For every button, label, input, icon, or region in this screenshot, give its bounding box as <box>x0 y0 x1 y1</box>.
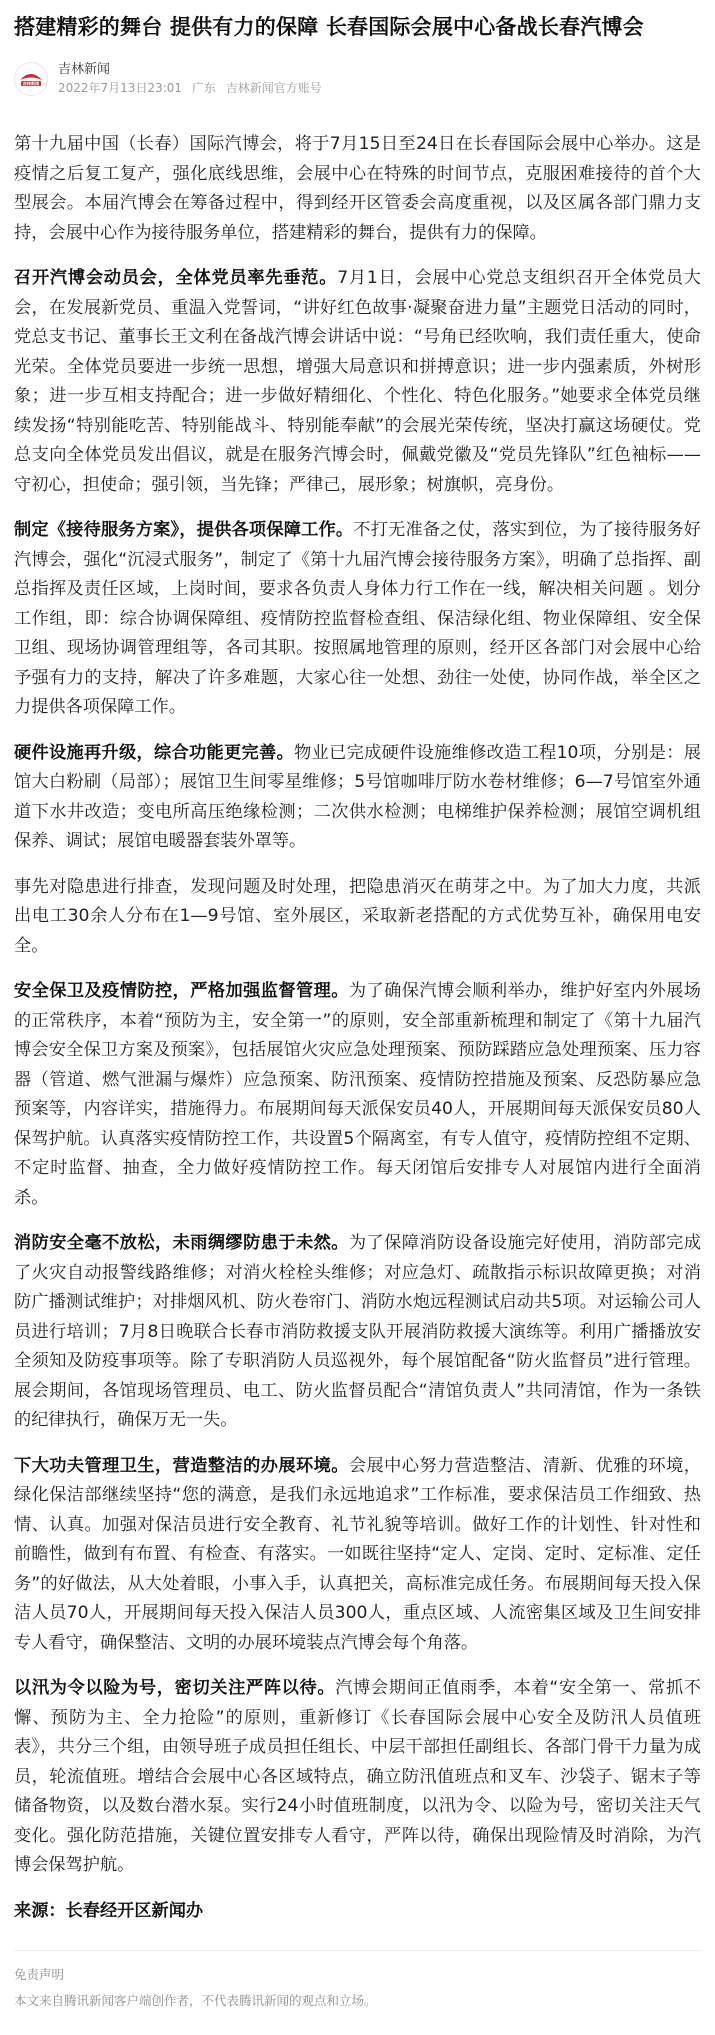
paragraph-2 <box>14 264 701 500</box>
paragraph-3 <box>14 516 701 723</box>
paragraph-lead: 召开汽博会动员会，全体党员率先垂范。 <box>14 268 338 288</box>
paragraph-text: 会展中心努力营造整洁、清新、优雅的环境，绿化保洁部继续坚持“您的满意，是我们永远地追求”工作标准，要求保洁员工作细致、热情、认真。加强对保洁员进行安全教育、礼节礼貌等培训。做好工作的计划性、针对性和前瞻性，做到有布置、有检查、有落实。一如既往坚持“定人、定岗、定时、定标准、定任务”的好做法，从大处着眼，小事入手，认真把关，高标准完成任务。布展期间每天投入保洁人员70人，开展期间每天投入保洁人员300人，重点区域、人流密集区域及卫生间安排专人看守，确保整洁、文明的办展环境装点汽博会每个角落。 <box>14 1455 701 1653</box>
avatar-logo-text: 吉林新闻 <box>22 81 40 86</box>
paragraph-1 <box>14 130 701 248</box>
paragraph-text: 汽博会期间正值雨季，本着“安全第一、常抓不懈、预防为主、全力抢险”的原则，重新修订《长春国际会展中心安全及防汛人员值班表》，共分三个组，由领导班子成员担任组长、中层干部担任副组长、各部门骨干力量为成员，轮流值班。增结合会展中心各区域特点，确立防汛值班点和叉车、沙袋子、锯末子等储备物资，以及数台潜水泵。实行24小时值班制度，以汛为令、以险为号，密切关注天气变化。强化防范措施，关键位置安排专人看守，严阵以待，确保出现险情及时消除，为汽博会保驾护航。 <box>14 1678 701 1875</box>
paragraph-lead: 硬件设施再升级，综合功能更完善。 <box>14 742 295 763</box>
article-source: 来源：长春经开区新闻办 <box>14 1900 204 1921</box>
publish-location: 广东 <box>191 81 216 95</box>
disclaimer-title: 免责声明 <box>14 1967 65 1982</box>
author-sub <box>58 79 328 97</box>
publish-date: 2022年7月13日23:01 <box>58 81 183 95</box>
paragraph-9 <box>14 1674 701 1881</box>
paragraph-lead: 下大功夫管理卫生，营造整洁的办展环境。 <box>14 1455 349 1476</box>
paragraph-text: 不打无准备之仗，落实到位，为了接待服务好汽博会，强化“沉浸式服务”，制定了《第十九届汽博会接待服务方案》，明确了总指挥、副总指挥及责任区域，上岗时间，要求各负责人身体力行工作在一线，解决相关问题 。划分工作组，即：综合协调保障组、疫情防控监督检查组、保洁绿化组、物业保障组、安全保卫组、现场协调管理组等，各司其职。按照属地管理的原则，经开区各部门对会展中心给予强有力的支持，解决了许多难题，大家心往一处想、劲往一处使，协同作战，举全区之力提供各项保障工作。 <box>14 520 701 717</box>
article-body <box>14 130 701 1926</box>
paragraph-lead: 以汛为令以险为号，密切关注严阵以待。 <box>14 1678 336 1698</box>
paragraph-text: 物业已完成硬件设施维修改造工程10项，分别是：展馆大白粉刷（局部）；展馆卫生间零星维修；5号馆咖啡厅防水卷材维修；6—7号馆室外通道下水井改造；变电所高压绝缘检测；二次供水检测；电梯维护保养检测；展馆空调机组保养、调试；展馆电暖器套装外罩等。 <box>14 742 701 851</box>
disclaimer-text: 本文来自腾讯新闻客户端创作者，不代表腾讯新闻的观点和立场。 <box>14 1993 377 2008</box>
jilin-news-logo-icon <box>15 63 47 95</box>
author-row <box>14 58 701 100</box>
paragraph-6 <box>14 977 701 1213</box>
paragraph-lead: 制定《接待服务方案》，提供各项保障工作。 <box>14 520 354 540</box>
paragraph-text: 7月1日，会展中心党总支组织召开全体党员大会，在发展新党员、重温入党誓词，“讲好红色故事·凝聚奋进力量”主题党日活动的同时，党总支书记、董事长王文利在备战汽博会讲话中说：“号角已经吹响，我们责任重大，使命光荣。全体党员要进一步统一思想，增强大局意识和拼搏意识；进一步内强素质，外树形象；进一步互相支持配合；进一步做好精细化、个性化、特色化服务。”她要求全体党员继续发扬“特别能吃苦、特别能战斗、特别能奉献”的会展光荣传统，坚决打赢这场硬仗。党总支向全体党员发出倡议，就是在服务汽博会时，佩戴党徽及“党员先锋队”红色袖标——守初心，担使命；强引领，当先锋；严律己，展形象；树旗帜，亮身份。 <box>14 268 701 495</box>
author-avatar[interactable] <box>14 62 48 96</box>
paragraph-text: 第十九届中国（长春）国际汽博会，将于7月15日至24日在长春国际会展中心举办。这是疫情之后复工复产，强化底线思维，会展中心在特殊的时间节点，克服困难接待的首个大型展会。本届汽博会在筹备过程中，得到经开区管委会高度重视，以及区属各部门鼎力支持，会展中心作为接待服务单位，搭建精彩的舞台，提供有力的保障。 <box>14 134 701 243</box>
paragraph-4 <box>14 739 701 857</box>
paragraph-lead: 安全保卫及疫情防控，严格加强监督管理。 <box>14 981 349 1001</box>
disclaimer <box>14 1965 701 2011</box>
author-name[interactable]: 吉林新闻 <box>58 62 111 77</box>
paragraph-7 <box>14 1229 701 1436</box>
paragraph-lead: 消防安全毫不放松，未雨绸缪防患于未然。 <box>14 1233 349 1253</box>
paragraph-5 <box>14 873 701 962</box>
paragraph-text: 事先对隐患进行排查，发现问题及时处理，把隐患消灭在萌芽之中。为了加大力度，共派出电工30余人分布在1—9号馆、室外展区，采取新老搭配的方式优势互补，确保用电安全。 <box>14 876 701 956</box>
author-account: 吉林新闻官方账号 <box>225 81 322 95</box>
paragraph-text: 为了保障消防设备设施完好使用，消防部完成了火灾自动报警线路维修；对消火栓栓头维修；对应急灯、疏散指示标识故障更换；对消防广播测试维护；对排烟风机、防火卷帘门、消防水炮远程测试启动共5项。对运输公司人员进行培训；7月8日晚联合长春市消防救援支队开展消防救援大演练等。利用广播播放安全须知及防疫事项等。除了专职消防人员巡视外，每个展馆配备“防火监督员”进行管理。展会期间，各馆现场管理员、电工、防火监督员配合“清馆负责人”共同清馆，作为一条铁的纪律执行，确保万无一失。 <box>14 1233 701 1430</box>
paragraph-8 <box>14 1452 701 1659</box>
author-meta <box>58 61 328 97</box>
divider <box>14 1950 701 1951</box>
paragraph-text: 为了确保汽博会顺利举办，维护好室内外展场的正常秩序，本着“预防为主，安全第一”的原则，安全部重新梳理和制定了《第十九届汽博会安全保卫方案及预案》，包括展馆火灾应急处理预案、预防踩踏应急处理预案、压力容器（管道、燃气泄漏与爆炸）应急预案、防汛预案、疫情防控措施及预案、反恐防暴应急预案等，内容详实，措施得力。布展期间每天派保安员40人，开展期间每天派保安员80人保驾护航。认真落实疫情防控工作，共设置5个隔离室，有专人值守，疫情防控组不定期、不定时监督、抽查，全力做好疫情防控工作。每天闭馆后安排专人对展馆内进行全面消杀。 <box>14 981 701 1208</box>
article-title: 搭建精彩的舞台 提供有力的保障 长春国际会展中心备战长春汽博会 <box>14 15 644 39</box>
